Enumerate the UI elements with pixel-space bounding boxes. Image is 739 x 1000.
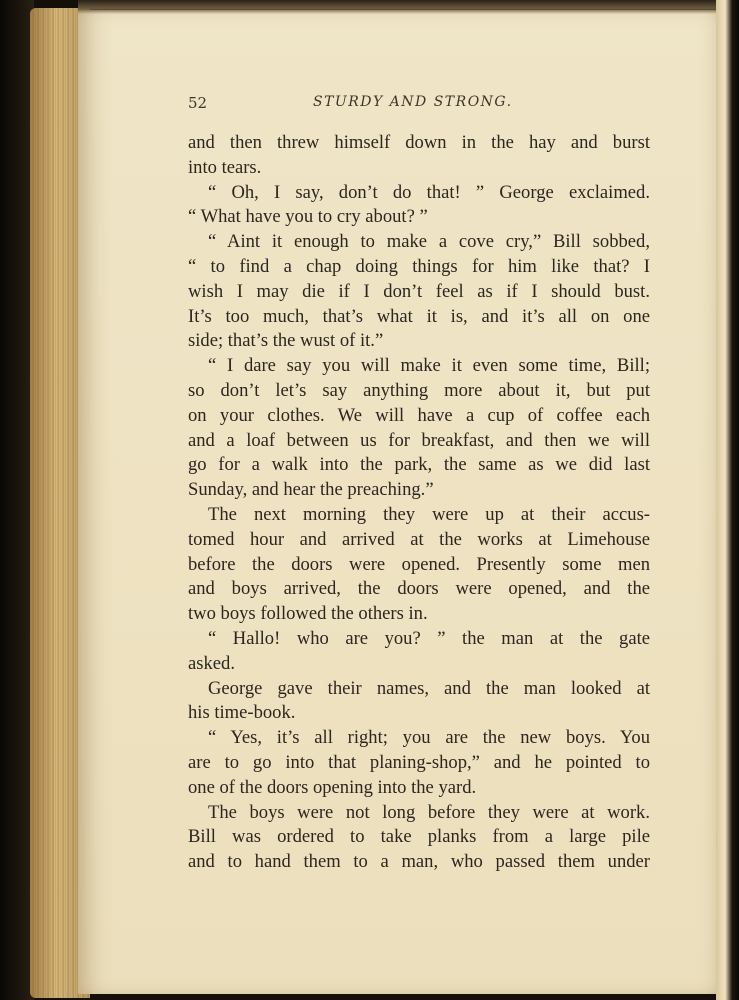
text-line: and then threw himself down in the hay and burst bbox=[188, 132, 650, 153]
text-line: wish I may die if I don’t feel as if I should bust. bbox=[188, 280, 650, 302]
body-text bbox=[188, 131, 650, 875]
text-line: and to hand them to a man, who passed them under bbox=[188, 851, 650, 873]
text-line: into tears. bbox=[188, 156, 262, 178]
text-line: “ Yes, it’s all right; you are the new boys. You bbox=[208, 727, 650, 749]
text-line: side; that’s the wust of it.” bbox=[188, 330, 384, 352]
running-head: STURDY AND STRONG. bbox=[313, 94, 513, 110]
text-line: The next morning they were up at their accus- bbox=[208, 503, 650, 525]
text-line: “ What have you to cry about? ” bbox=[188, 206, 428, 228]
text-line: tomed hour and arrived at the works at Limehouse bbox=[188, 528, 650, 550]
text-line: go for a walk into the park, the same as we did last bbox=[188, 454, 650, 476]
text-line: The boys were not long before they were at work. bbox=[208, 801, 650, 823]
text-line: asked. bbox=[188, 652, 235, 674]
text-line: Bill was ordered to take planks from a large pile bbox=[188, 826, 650, 848]
text-line: Sunday, and hear the preaching.” bbox=[188, 479, 434, 501]
text-line: so don’t let’s say anything more about it, but put bbox=[188, 379, 650, 401]
text-line: It’s too much, that’s what it is, and it’s all on one bbox=[188, 305, 650, 327]
text-line: and a loaf between us for breakfast, and then we will bbox=[188, 429, 650, 451]
text-line: two boys followed the others in. bbox=[188, 603, 428, 625]
page-header bbox=[188, 92, 653, 118]
text-line: and boys arrived, the doors were opened, and the bbox=[188, 578, 650, 600]
text-line: his time-book. bbox=[188, 702, 296, 724]
text-line: “ I dare say you will make it even some time, Bill; bbox=[208, 355, 650, 377]
text-line: “ to find a chap doing things for him like that? I bbox=[188, 255, 650, 277]
facing-page-edge bbox=[716, 0, 739, 1000]
text-line: on your clothes. We will have a cup of coffee each bbox=[188, 404, 650, 426]
text-line: “ Aint it enough to make a cove cry,” Bill sobbed, bbox=[208, 231, 650, 253]
page-top-shadow bbox=[78, 0, 718, 14]
text-line: “ Hallo! who are you? ” the man at the gate bbox=[208, 627, 650, 649]
text-line: “ Oh, I say, don’t do that! ” George exclaimed. bbox=[208, 181, 650, 203]
text-line: are to go into that planing-shop,” and he pointed to bbox=[188, 751, 650, 773]
text-line: before the doors were opened. Presently some men bbox=[188, 553, 650, 575]
text-line: George gave their names, and the man looked at bbox=[208, 677, 650, 699]
book-cover-edge bbox=[0, 0, 34, 1000]
text-line: one of the doors opening into the yard. bbox=[188, 776, 477, 798]
page-number: 52 bbox=[188, 94, 208, 112]
